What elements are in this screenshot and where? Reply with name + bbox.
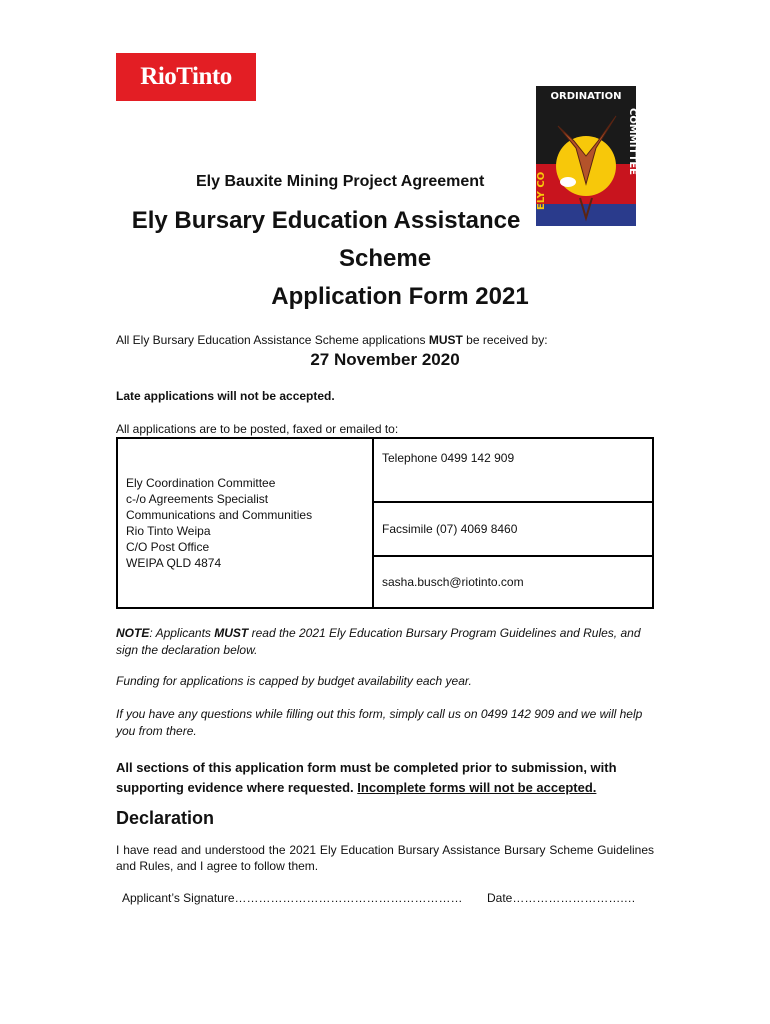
declaration-text: I have read and understood the 2021 Ely Education Bursary Assistance Bursary Scheme Guidelines and Rules, and I agree to follow them.: [116, 843, 654, 873]
committee-logo: [536, 86, 636, 226]
received-by-text: [116, 333, 548, 347]
form-title-line-2: Scheme: [339, 245, 432, 272]
signature-line[interactable]: Applicant’s Signature…………………………………………………: [122, 891, 463, 905]
note-label: NOTE: [116, 626, 150, 640]
completion-requirement: [116, 758, 656, 798]
facsimile-cell: Facsimile (07) 4069 8460: [373, 502, 653, 556]
note-paragraph: [116, 625, 656, 659]
deadline-date: 27 November 2020: [310, 350, 460, 369]
funding-note: Funding for applications is capped by budget availability each year.: [116, 674, 472, 688]
address-line: c-/o Agreements Specialist: [126, 492, 269, 506]
postal-address-cell: [117, 438, 373, 608]
received-must: MUST: [428, 333, 463, 347]
email-cell: sasha.busch@riotinto.com: [373, 556, 653, 608]
address-line: Rio Tinto Weipa: [126, 524, 211, 538]
note-pre: : Applicants: [149, 626, 215, 640]
svg-text:ELY CO: ELY CO: [536, 171, 547, 210]
form-title-line-1: Ely Bursary Education Assistance: [131, 207, 521, 234]
incomplete-forms-warning: Incomplete forms will not be accepted.: [357, 780, 597, 795]
telephone-cell: Telephone 0499 142 909: [373, 438, 653, 502]
contact-table: [116, 437, 654, 609]
address-line: Ely Coordination Committee: [126, 476, 276, 490]
sections-pre: All sections of this application form must be completed prior to submission, with supporting evidence where requested.: [116, 760, 617, 795]
note-post: read the 2021 Ely Education Bursary Program Guidelines and Rules, and sign the declaration below.: [116, 626, 641, 657]
address-line: C/O Post Office: [126, 540, 210, 554]
committee-artwork-icon: [536, 86, 636, 226]
received-post: be received by:: [462, 333, 548, 347]
address-line: Communications and Communities: [126, 508, 313, 522]
date-line[interactable]: Date……………………….…: [487, 891, 636, 905]
svg-text:ORDINATION: ORDINATION: [550, 91, 622, 102]
received-pre: All Ely Bursary Education Assistance Scheme applications: [116, 333, 429, 347]
logo-text: RioTinto: [140, 63, 232, 90]
form-title-line-3: Application Form 2021: [271, 283, 529, 310]
address-line: WEIPA QLD 4874: [126, 556, 222, 570]
questions-note: If you have any questions while filling out this form, simply call us on 0499 142 909 and we will help you from there.: [116, 707, 643, 738]
note-must: MUST: [214, 626, 249, 640]
late-notice: Late applications will not be accepted.: [116, 389, 335, 403]
rio-tinto-logo: [116, 53, 256, 101]
project-title: Ely Bauxite Mining Project Agreement: [196, 173, 485, 190]
svg-text:COMMITTEE: COMMITTEE: [627, 108, 638, 175]
declaration-heading: Declaration: [116, 808, 215, 828]
send-to-text: All applications are to be posted, faxed or emailed to:: [116, 422, 399, 436]
